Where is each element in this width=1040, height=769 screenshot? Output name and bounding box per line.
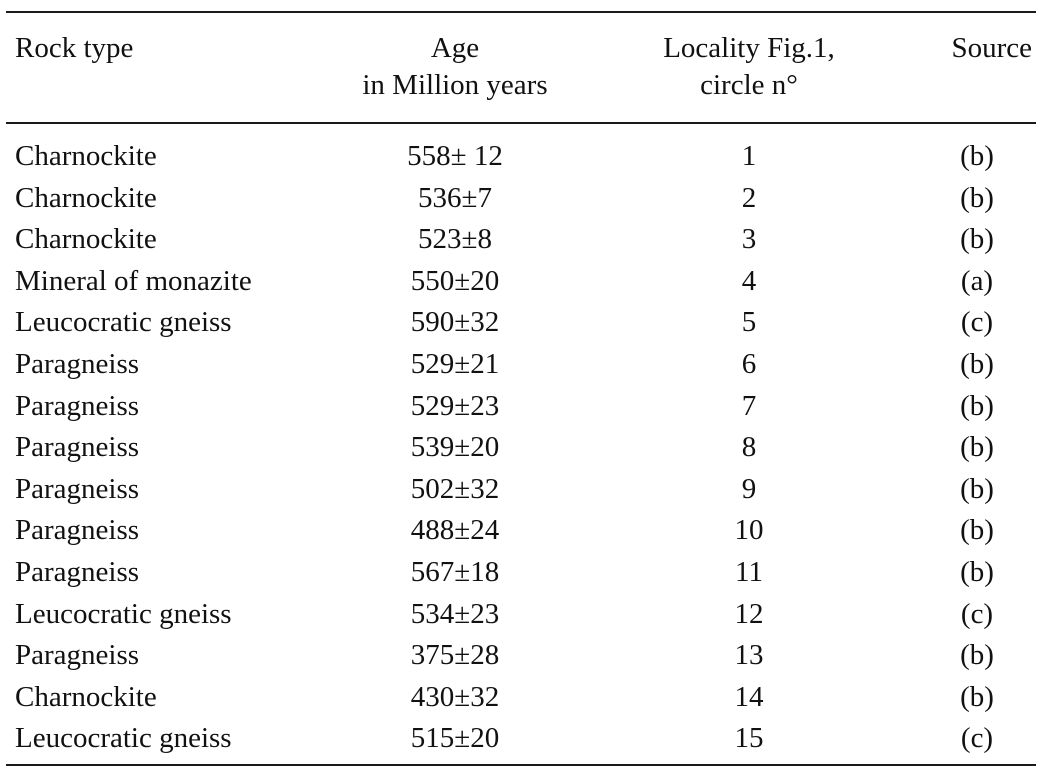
cell-locality: 6 (741, 347, 757, 380)
cell-source: (b) (960, 472, 994, 505)
cell-source: (b) (960, 223, 994, 256)
table-row (0, 261, 1040, 303)
cell-rock-type: Paragneiss (15, 555, 140, 588)
header-rule (6, 122, 1036, 124)
header-locality-line1: Locality Fig.1, (663, 32, 835, 64)
table-row (0, 136, 1040, 178)
cell-age: 550±20 (410, 264, 500, 297)
cell-locality: 5 (741, 306, 757, 339)
cell-locality: 2 (741, 181, 757, 214)
cell-rock-type: Leucocratic gneiss (15, 306, 232, 339)
table-row (0, 302, 1040, 344)
table-row (0, 677, 1040, 719)
cell-locality: 11 (735, 555, 763, 588)
cell-locality: 15 (734, 722, 764, 755)
cell-age: 488±24 (410, 514, 500, 547)
table-body (0, 136, 1040, 760)
cell-source: (b) (960, 347, 994, 380)
table-row (0, 718, 1040, 760)
cell-source: (b) (960, 514, 994, 547)
cell-locality: 10 (734, 514, 764, 547)
cell-rock-type: Charnockite (15, 181, 157, 214)
cell-source: (c) (960, 597, 994, 630)
table-row (0, 635, 1040, 677)
cell-age: 502±32 (410, 472, 500, 505)
cell-source: (b) (960, 639, 994, 672)
cell-locality: 7 (741, 389, 757, 422)
cell-source: (b) (960, 555, 994, 588)
cell-source: (b) (960, 680, 994, 713)
cell-rock-type: Charnockite (15, 223, 157, 256)
cell-age: 529±23 (410, 389, 500, 422)
header-age (340, 30, 570, 104)
cell-age: 536±7 (418, 181, 492, 214)
table-row (0, 219, 1040, 261)
cell-age: 567±18 (410, 555, 500, 588)
cell-rock-type: Paragneiss (15, 431, 140, 464)
table-row (0, 427, 1040, 469)
cell-source: (b) (960, 181, 994, 214)
cell-locality: 9 (741, 472, 757, 505)
cell-locality: 13 (734, 639, 764, 672)
cell-age: 539±20 (410, 431, 500, 464)
top-rule (6, 11, 1036, 13)
header-age-line1: Age (430, 32, 480, 64)
cell-locality: 1 (741, 140, 757, 172)
cell-locality: 8 (741, 431, 757, 464)
cell-locality: 4 (741, 264, 757, 297)
cell-locality: 12 (734, 597, 764, 630)
table-row (0, 552, 1040, 594)
header-age-line2: in Million years (362, 69, 548, 101)
cell-rock-type: Charnockite (15, 140, 157, 172)
cell-rock-type: Leucocratic gneiss (15, 597, 232, 630)
cell-rock-type: Paragneiss (15, 514, 140, 547)
cell-locality: 14 (734, 680, 764, 713)
cell-age: 375±28 (410, 639, 500, 672)
table-row (0, 386, 1040, 428)
header-rock-type: Rock type (15, 32, 134, 64)
table-row (0, 594, 1040, 636)
cell-source: (b) (960, 389, 994, 422)
cell-age: 523±8 (418, 223, 492, 256)
cell-rock-type: Paragneiss (15, 389, 140, 422)
bottom-rule (6, 764, 1036, 766)
header-locality-line2: circle n° (700, 69, 798, 101)
header-locality (624, 30, 874, 104)
cell-source: (c) (960, 722, 994, 755)
cell-age: 590±32 (410, 306, 500, 339)
cell-rock-type: Charnockite (15, 680, 157, 713)
cell-source: (b) (960, 431, 994, 464)
cell-source: (b) (960, 140, 994, 172)
cell-source: (c) (960, 306, 994, 339)
table-row (0, 469, 1040, 511)
cell-age: 534±23 (410, 597, 500, 630)
cell-age: 515±20 (410, 722, 500, 755)
cell-rock-type: Paragneiss (15, 639, 140, 672)
cell-source: (a) (960, 264, 994, 297)
cell-age: 529±21 (410, 347, 500, 380)
cell-rock-type: Mineral of monazite (15, 264, 252, 297)
cell-age: 558± 12 (407, 140, 503, 172)
cell-rock-type: Leucocratic gneiss (15, 722, 232, 755)
table-row (0, 510, 1040, 552)
table-row (0, 344, 1040, 386)
cell-locality: 3 (741, 223, 757, 256)
cell-rock-type: Paragneiss (15, 347, 140, 380)
table-header (0, 30, 1040, 116)
table-row (0, 178, 1040, 220)
header-source: Source (951, 32, 1032, 64)
cell-rock-type: Paragneiss (15, 472, 140, 505)
cell-age: 430±32 (410, 680, 500, 713)
